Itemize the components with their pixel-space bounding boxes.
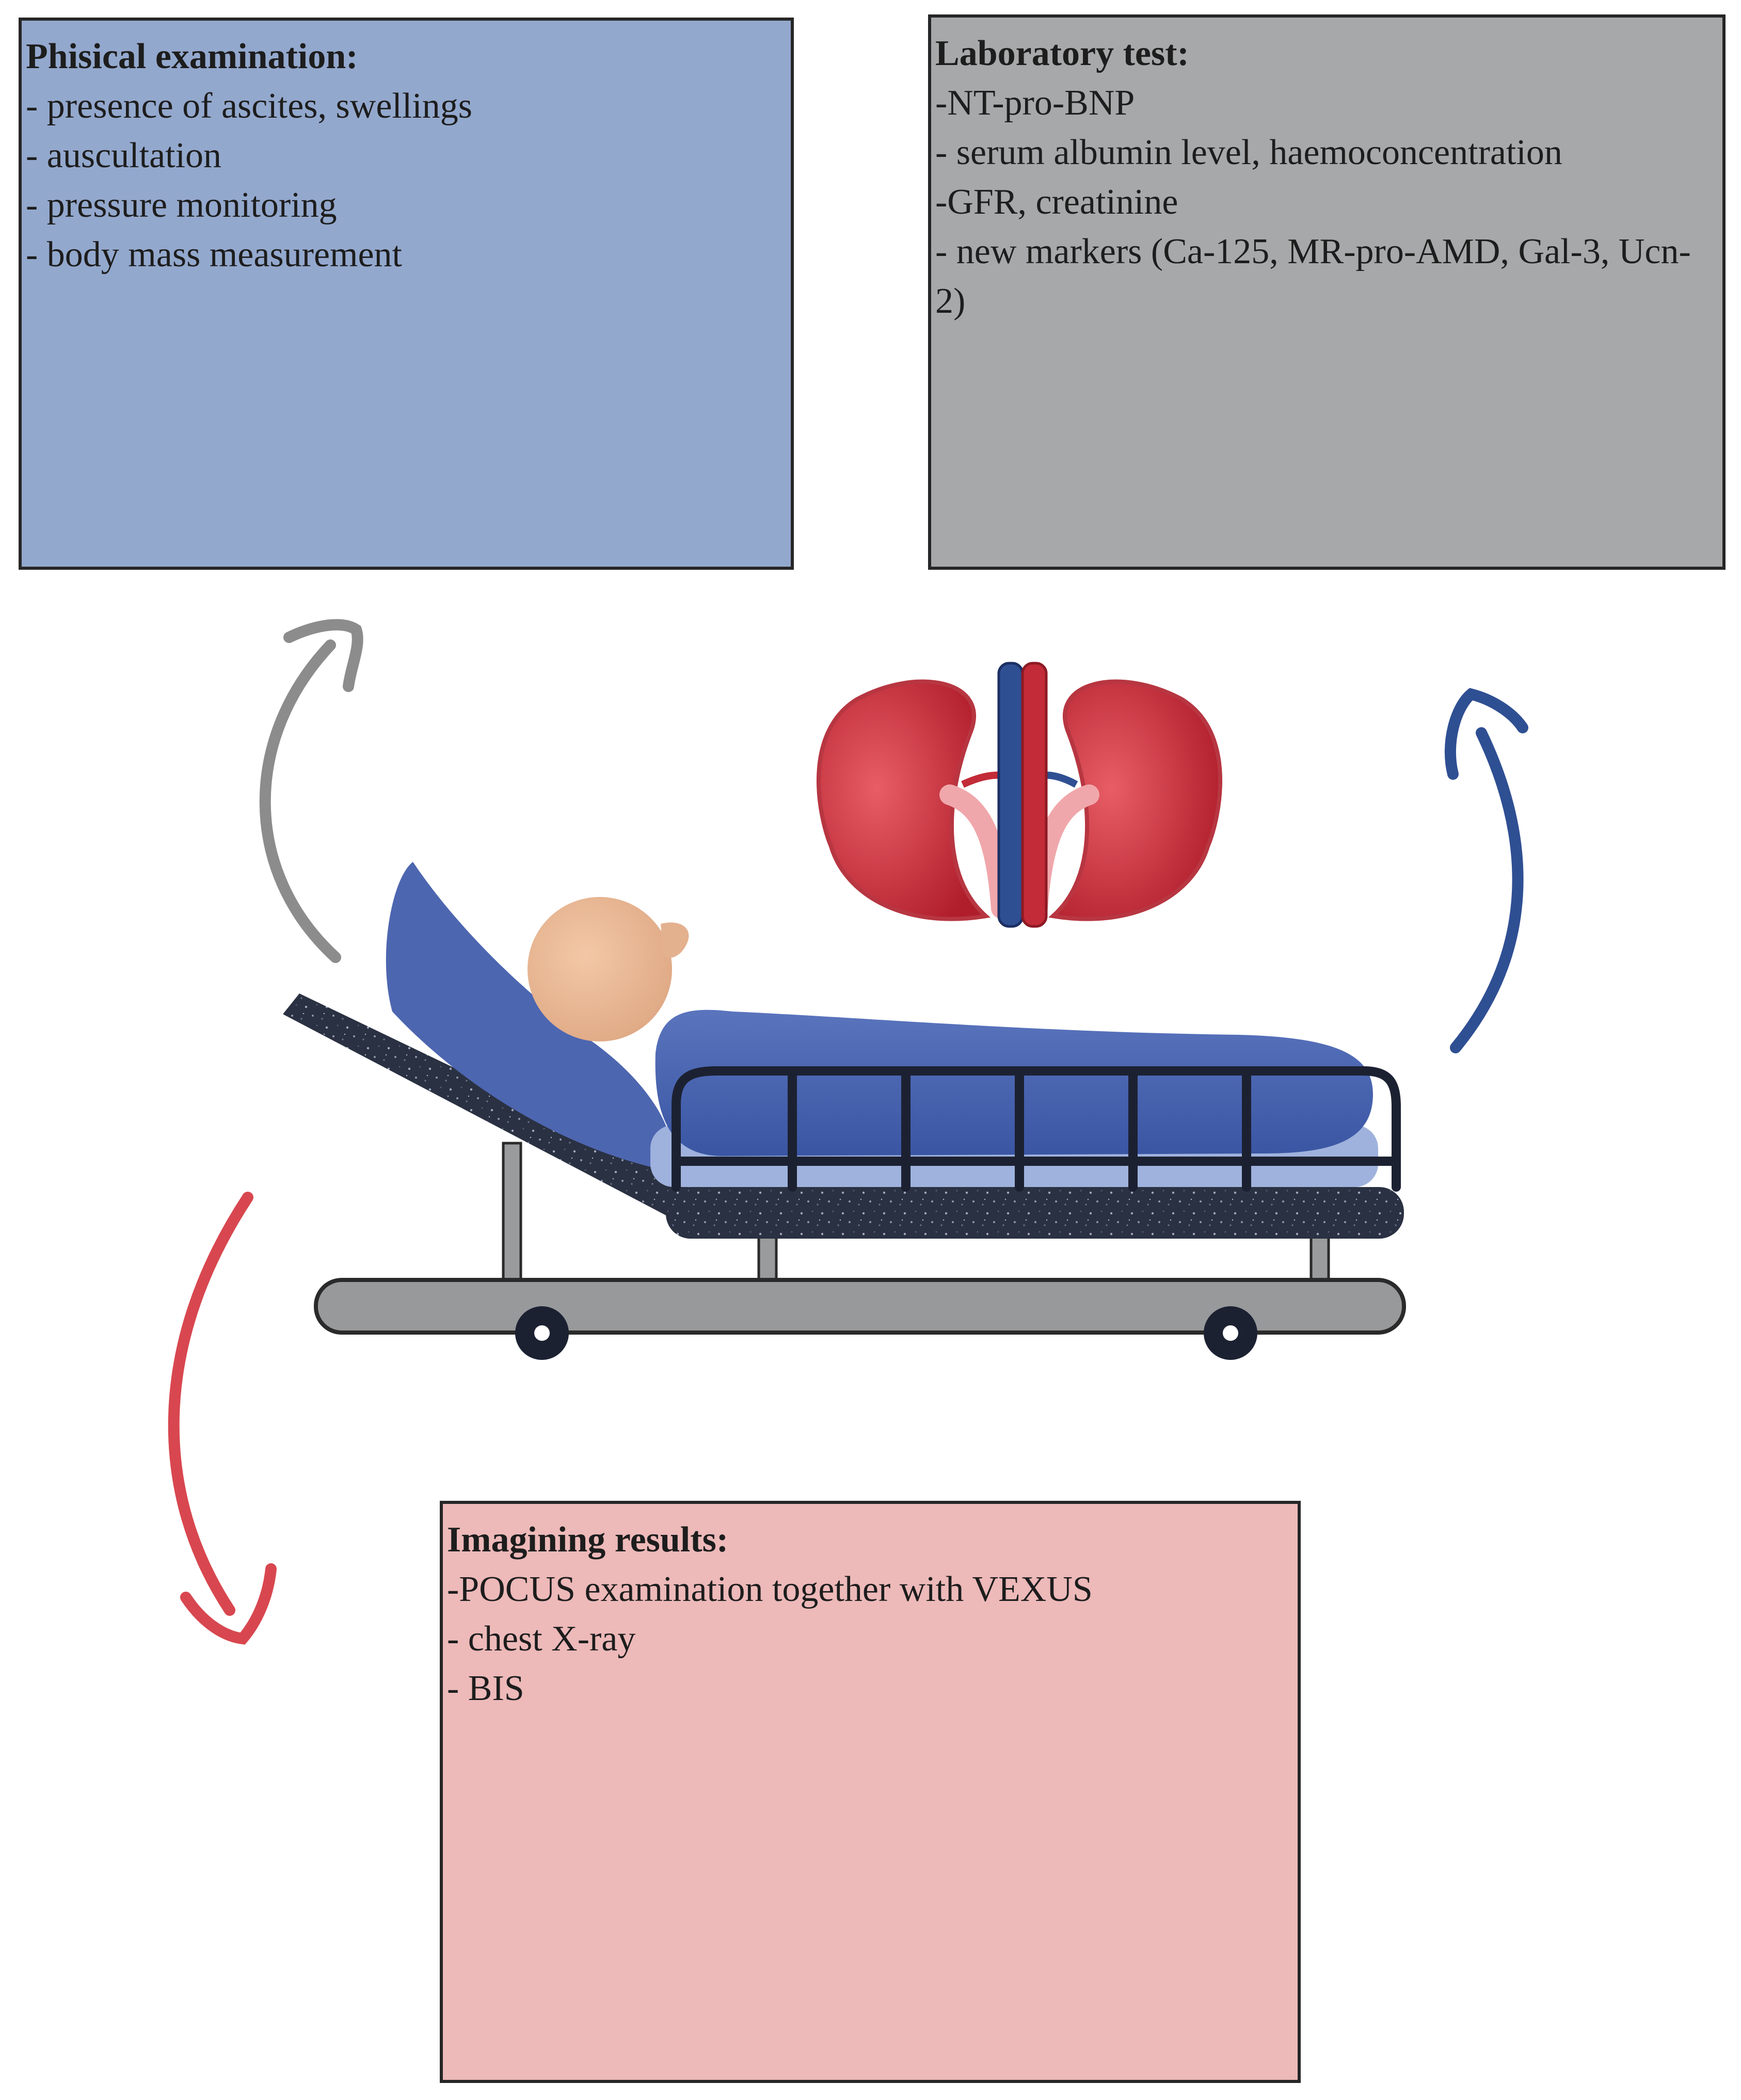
laboratory-test-item: -NT-pro-BNP — [935, 83, 1135, 123]
physical-examination-title: Phisical examination: — [26, 37, 358, 76]
physical-examination-item: - body mass measurement — [26, 235, 402, 275]
imaging-results-title: Imagining results: — [447, 1520, 729, 1560]
kidneys-icon — [819, 663, 1220, 926]
laboratory-test-item: - serum albumin level, haemoconcentration — [935, 133, 1562, 172]
red-arrow — [174, 1197, 271, 1639]
laboratory-test-item: -GFR, creatinine — [935, 182, 1178, 222]
physical-examination-item: - auscultation — [26, 136, 222, 175]
physical-examination-item: - presence of ascites, swellings — [26, 86, 472, 126]
laboratory-test-item: - new markers (Ca-125, MR-pro-AMD, Gal-3, Ucn-2) — [935, 232, 1691, 321]
laboratory-test-title: Laboratory test: — [935, 34, 1189, 73]
physical-examination-item: - pressure monitoring — [26, 185, 337, 225]
patient-on-bed-icon — [283, 862, 1404, 1360]
imaging-results-item: - chest X-ray — [447, 1619, 636, 1659]
imaging-results-item: - BIS — [447, 1669, 524, 1708]
gray-arrow — [265, 625, 358, 957]
imaging-results-item: -POCUS examination together with VEXUS — [447, 1569, 1093, 1609]
blue-arrow — [1450, 694, 1523, 1048]
